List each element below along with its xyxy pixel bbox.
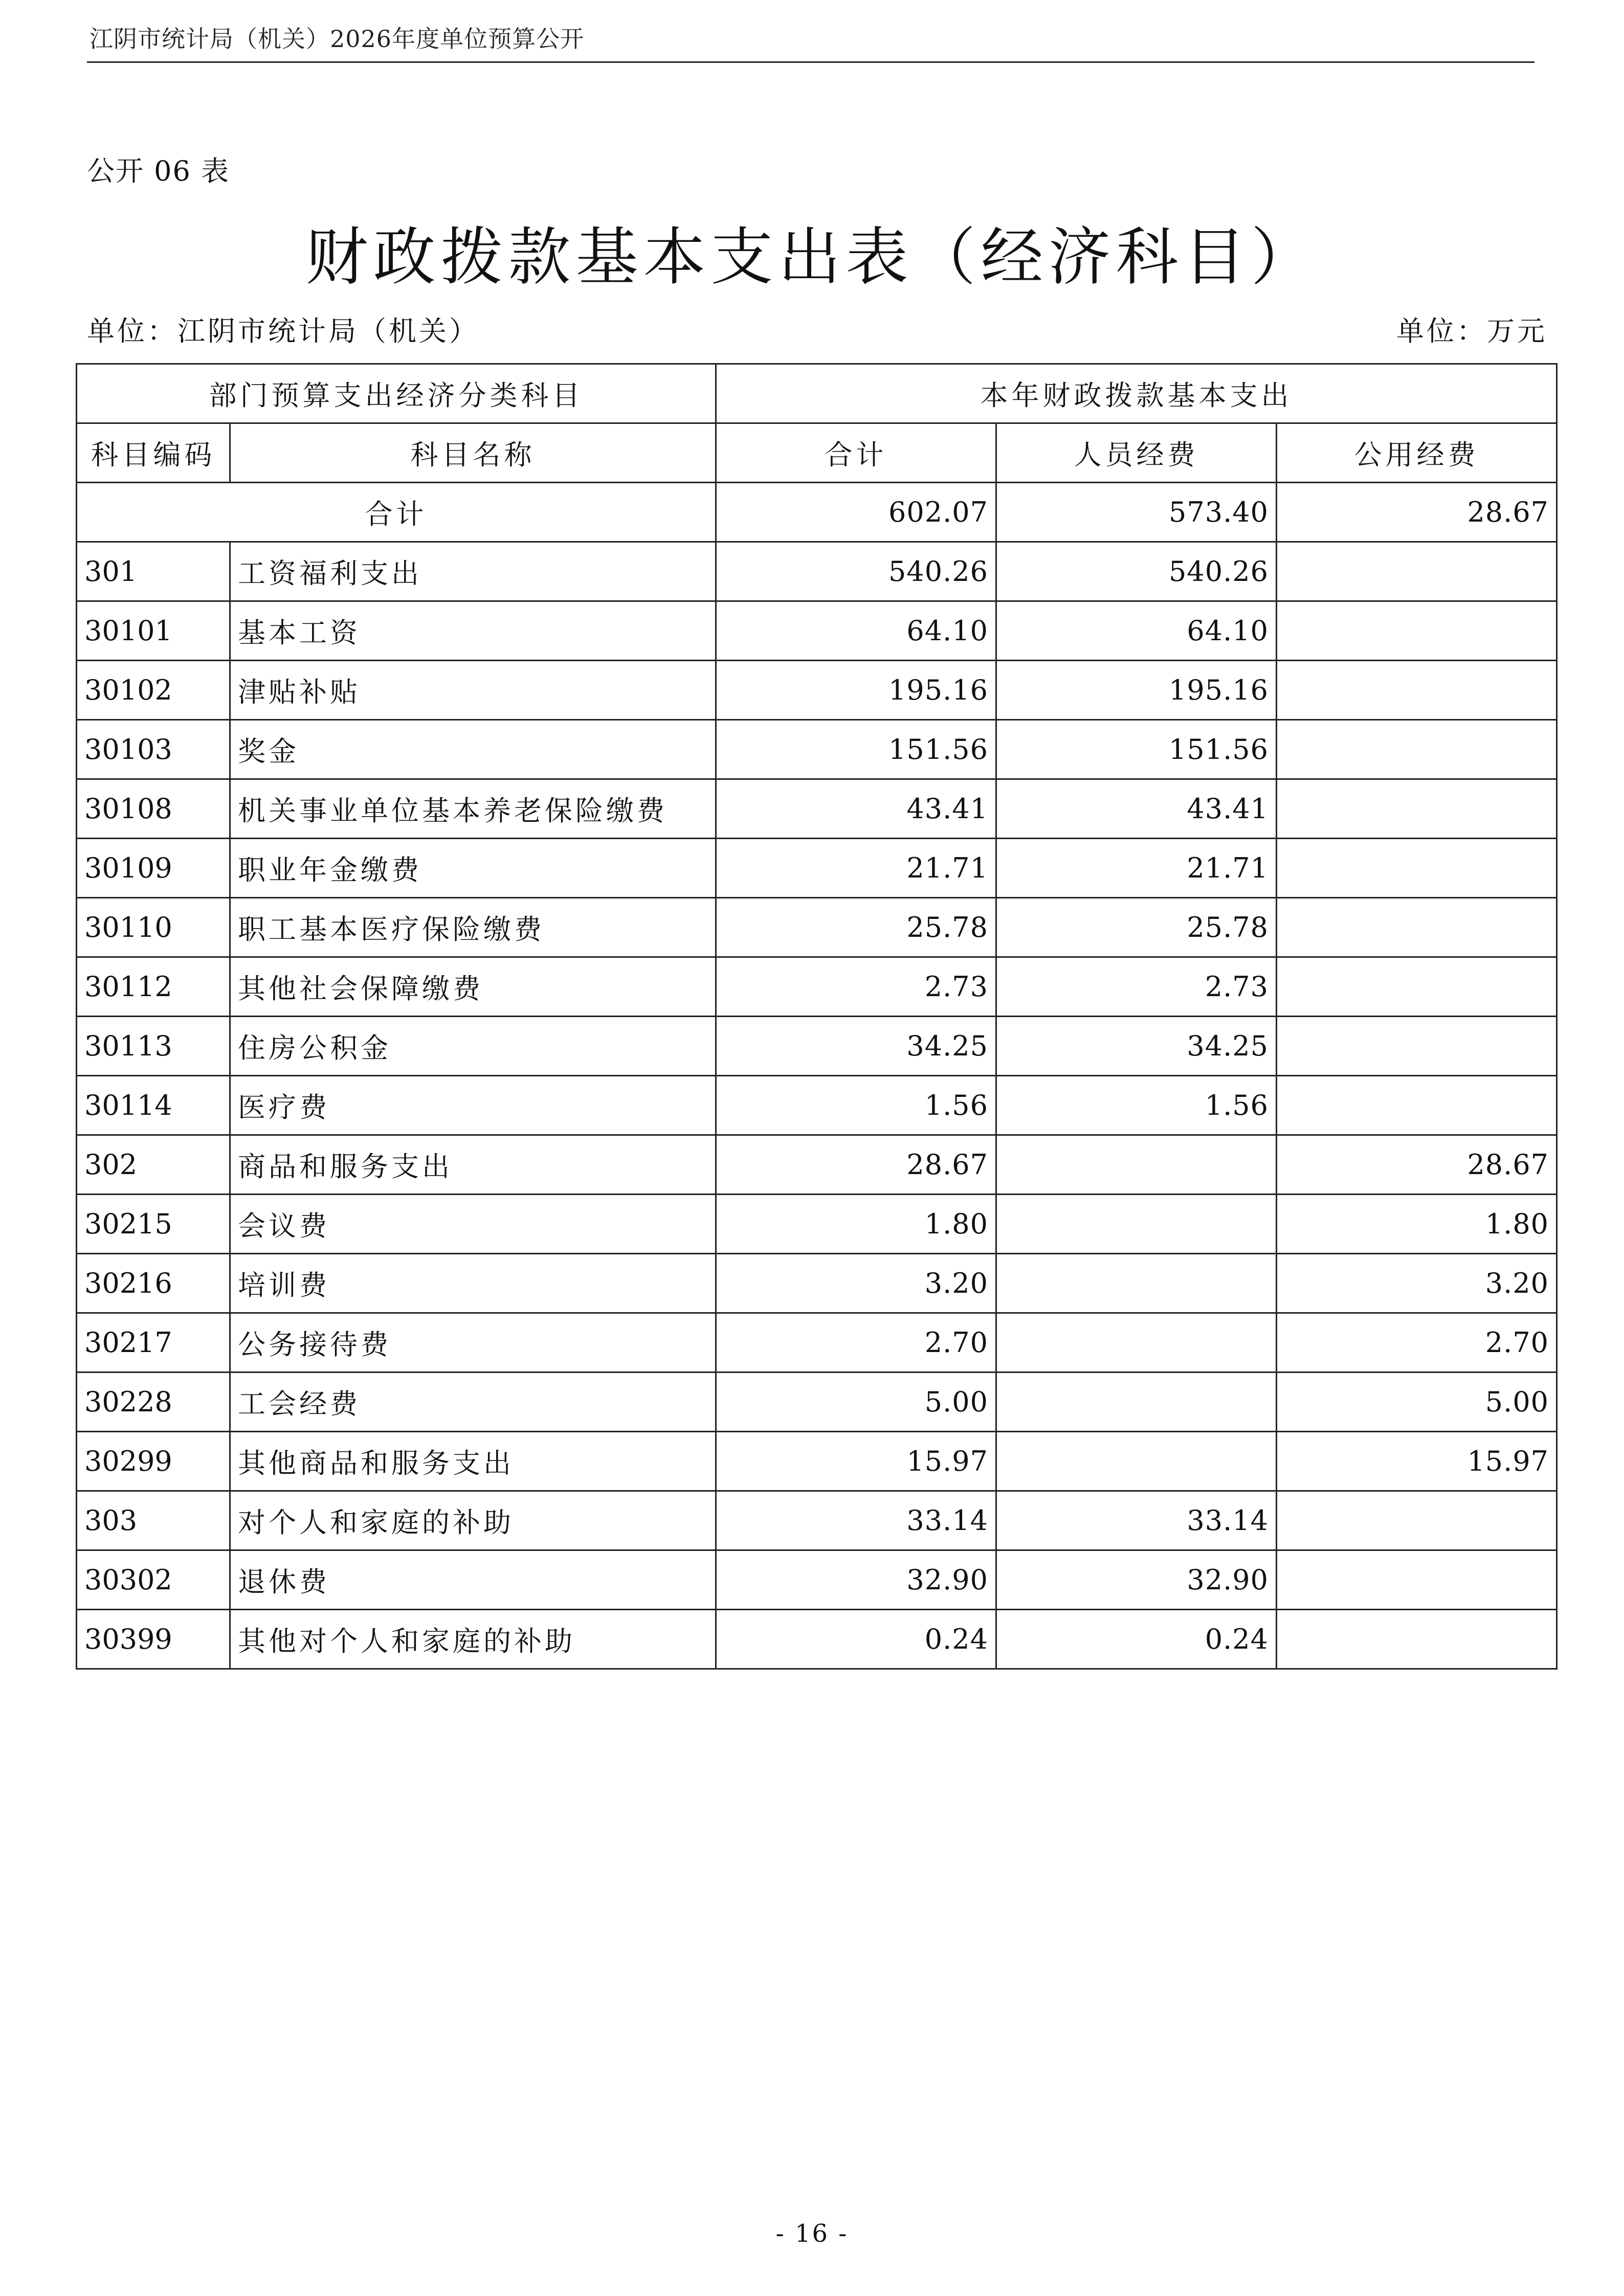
- row-personnel: [996, 1195, 1277, 1254]
- row-name: 会议费: [230, 1195, 716, 1254]
- row-public: [1277, 601, 1557, 661]
- table-row: [77, 1017, 1557, 1076]
- row-public: [1277, 1017, 1557, 1076]
- row-code: 30399: [77, 1610, 230, 1669]
- row-code: 30112: [77, 957, 230, 1017]
- row-personnel: 0.24: [996, 1610, 1277, 1669]
- row-total: 1.80: [716, 1195, 996, 1254]
- table-row: [77, 1550, 1557, 1610]
- column-header-name: 科目名称: [230, 423, 716, 483]
- header-divider: [87, 61, 1534, 63]
- row-public: [1277, 957, 1557, 1017]
- column-header-total: 合计: [716, 423, 996, 483]
- group-header-row: [77, 364, 1557, 423]
- row-name: 对个人和家庭的补助: [230, 1491, 716, 1550]
- row-name: 公务接待费: [230, 1313, 716, 1372]
- row-personnel: 33.14: [996, 1491, 1277, 1550]
- row-name: 职工基本医疗保险缴费: [230, 898, 716, 957]
- row-code: 30103: [77, 720, 230, 779]
- row-personnel: [996, 1254, 1277, 1313]
- total-amount: 602.07: [716, 483, 996, 542]
- row-code: 30299: [77, 1432, 230, 1491]
- row-public: 15.97: [1277, 1432, 1557, 1491]
- row-total: 21.71: [716, 839, 996, 898]
- row-name: 其他对个人和家庭的补助: [230, 1610, 716, 1669]
- row-public: [1277, 1610, 1557, 1669]
- row-name: 工资福利支出: [230, 542, 716, 601]
- row-personnel: 151.56: [996, 720, 1277, 779]
- row-personnel: [996, 1135, 1277, 1195]
- row-public: 2.70: [1277, 1313, 1557, 1372]
- row-public: [1277, 1491, 1557, 1550]
- total-row: [77, 483, 1557, 542]
- column-header-personnel: 人员经费: [996, 423, 1277, 483]
- row-name: 工会经费: [230, 1372, 716, 1432]
- row-total: 15.97: [716, 1432, 996, 1491]
- column-header-row: [77, 423, 1557, 483]
- row-total: 3.20: [716, 1254, 996, 1313]
- row-personnel: 540.26: [996, 542, 1277, 601]
- row-personnel: [996, 1313, 1277, 1372]
- row-public: 28.67: [1277, 1135, 1557, 1195]
- table-row: [77, 1313, 1557, 1372]
- row-total: 34.25: [716, 1017, 996, 1076]
- row-name: 基本工资: [230, 601, 716, 661]
- row-name: 退休费: [230, 1550, 716, 1610]
- row-personnel: 64.10: [996, 601, 1277, 661]
- row-total: 5.00: [716, 1372, 996, 1432]
- row-public: 5.00: [1277, 1372, 1557, 1432]
- row-name: 职业年金缴费: [230, 839, 716, 898]
- group-header-appropriation: 本年财政拨款基本支出: [716, 364, 1557, 423]
- total-public: 28.67: [1277, 483, 1557, 542]
- row-total: 195.16: [716, 661, 996, 720]
- row-code: 30215: [77, 1195, 230, 1254]
- row-code: 30108: [77, 779, 230, 839]
- row-public: 1.80: [1277, 1195, 1557, 1254]
- row-total: 33.14: [716, 1491, 996, 1550]
- column-header-public: 公用经费: [1277, 423, 1557, 483]
- page-number: - 16 -: [775, 2219, 849, 2248]
- row-code: 30109: [77, 839, 230, 898]
- row-personnel: 32.90: [996, 1550, 1277, 1610]
- row-code: 30217: [77, 1313, 230, 1372]
- table-row: [77, 839, 1557, 898]
- total-label: 合计: [77, 483, 716, 542]
- table-row: [77, 1432, 1557, 1491]
- row-code: 30102: [77, 661, 230, 720]
- row-total: 43.41: [716, 779, 996, 839]
- row-public: [1277, 661, 1557, 720]
- row-total: 2.73: [716, 957, 996, 1017]
- table-row: [77, 1372, 1557, 1432]
- row-code: 30228: [77, 1372, 230, 1432]
- group-header-classification: 部门预算支出经济分类科目: [77, 364, 716, 423]
- row-name: 津贴补贴: [230, 661, 716, 720]
- page-title: 财政拨款基本支出表（经济科目）: [305, 221, 1319, 294]
- table-row: [77, 779, 1557, 839]
- row-personnel: [996, 1372, 1277, 1432]
- row-name: 其他社会保障缴费: [230, 957, 716, 1017]
- row-total: 28.67: [716, 1135, 996, 1195]
- total-personnel: 573.40: [996, 483, 1277, 542]
- row-code: 30110: [77, 898, 230, 957]
- row-name: 培训费: [230, 1254, 716, 1313]
- table-row: [77, 601, 1557, 661]
- row-code: 302: [77, 1135, 230, 1195]
- row-public: [1277, 720, 1557, 779]
- row-personnel: 21.71: [996, 839, 1277, 898]
- row-code: 30114: [77, 1076, 230, 1135]
- row-total: 1.56: [716, 1076, 996, 1135]
- table-row: [77, 898, 1557, 957]
- row-personnel: 34.25: [996, 1017, 1277, 1076]
- row-code: 30113: [77, 1017, 230, 1076]
- row-public: 3.20: [1277, 1254, 1557, 1313]
- row-public: [1277, 779, 1557, 839]
- table-row: [77, 1135, 1557, 1195]
- table-row: [77, 1610, 1557, 1669]
- row-name: 奖金: [230, 720, 716, 779]
- row-name: 其他商品和服务支出: [230, 1432, 716, 1491]
- row-personnel: 1.56: [996, 1076, 1277, 1135]
- row-total: 540.26: [716, 542, 996, 601]
- row-public: [1277, 1550, 1557, 1610]
- row-total: 64.10: [716, 601, 996, 661]
- row-personnel: 195.16: [996, 661, 1277, 720]
- row-personnel: [996, 1432, 1277, 1491]
- row-name: 医疗费: [230, 1076, 716, 1135]
- row-code: 303: [77, 1491, 230, 1550]
- row-total: 32.90: [716, 1550, 996, 1610]
- table-row: [77, 1195, 1557, 1254]
- row-total: 25.78: [716, 898, 996, 957]
- row-code: 30302: [77, 1550, 230, 1610]
- table-row: [77, 1076, 1557, 1135]
- row-total: 151.56: [716, 720, 996, 779]
- row-code: 30101: [77, 601, 230, 661]
- running-header: 江阴市统计局（机关）2026年度单位预算公开: [90, 25, 585, 53]
- row-personnel: 2.73: [996, 957, 1277, 1017]
- row-name: 住房公积金: [230, 1017, 716, 1076]
- table-row: [77, 661, 1557, 720]
- row-public: [1277, 839, 1557, 898]
- table-row: [77, 1254, 1557, 1313]
- currency-unit-label: 单位：万元: [1396, 315, 1547, 347]
- row-personnel: 25.78: [996, 898, 1277, 957]
- row-code: 30216: [77, 1254, 230, 1313]
- row-personnel: 43.41: [996, 779, 1277, 839]
- budget-table: [76, 363, 1558, 1670]
- row-public: [1277, 1076, 1557, 1135]
- row-public: [1277, 898, 1557, 957]
- column-header-code: 科目编码: [77, 423, 230, 483]
- table-row: [77, 542, 1557, 601]
- row-name: 机关事业单位基本养老保险缴费: [230, 779, 716, 839]
- row-total: 2.70: [716, 1313, 996, 1372]
- table-row: [77, 1491, 1557, 1550]
- unit-label: 单位：江阴市统计局（机关）: [87, 315, 479, 347]
- form-number: 公开 06 表: [87, 155, 230, 187]
- row-public: [1277, 542, 1557, 601]
- row-code: 301: [77, 542, 230, 601]
- table-row: [77, 720, 1557, 779]
- row-total: 0.24: [716, 1610, 996, 1669]
- row-name: 商品和服务支出: [230, 1135, 716, 1195]
- table-row: [77, 957, 1557, 1017]
